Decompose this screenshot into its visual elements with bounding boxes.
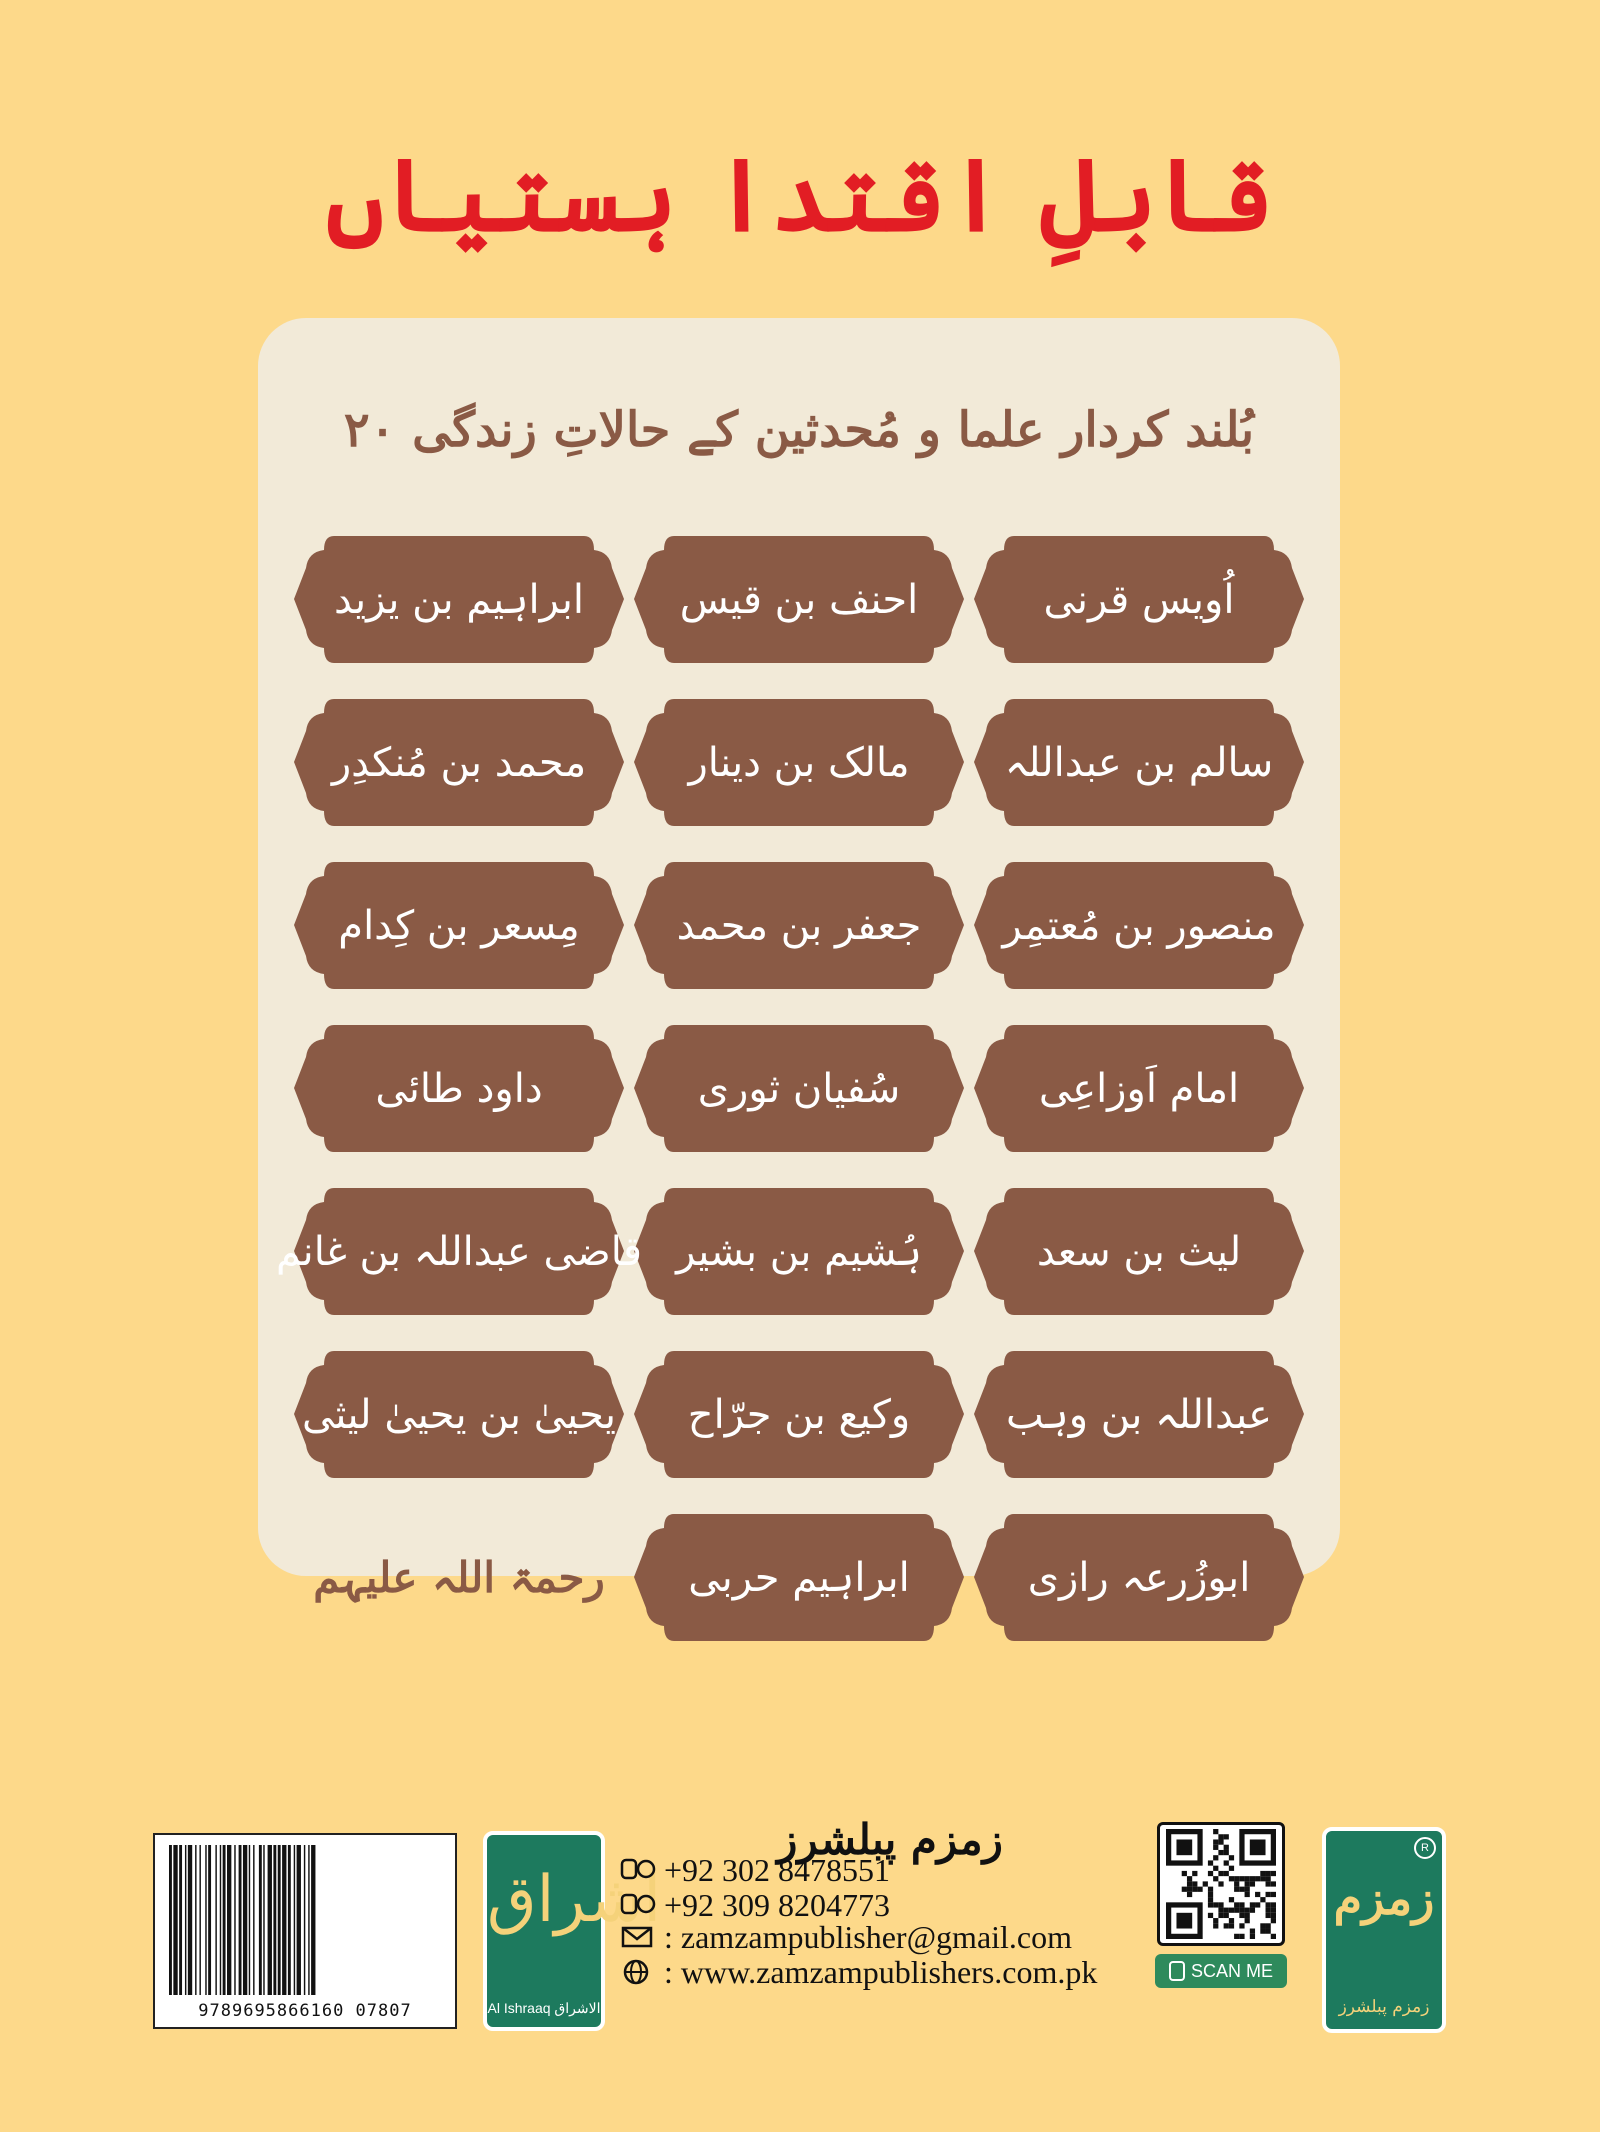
name-plaque: [974, 691, 1304, 834]
name-plaque: [634, 1506, 964, 1649]
name-plaque: [275, 1180, 643, 1323]
name-text: قاضی عبداللہ بن غانم: [275, 1228, 643, 1275]
book-title: قابلِ اقتدا ہستیاں: [325, 136, 1275, 254]
al-ishraaq-logo: [483, 1831, 662, 2031]
phone-number[interactable]: +92 309 8204773: [664, 1886, 891, 1923]
name-plaque: [294, 528, 624, 671]
website-url[interactable]: : www.zamzampublishers.com.pk: [664, 1953, 1098, 1990]
name-text: محمد بن مُنکدِر: [331, 739, 587, 786]
name-text: منصور بن مُعتمِر: [1002, 902, 1276, 949]
registered-mark: R: [1414, 1837, 1436, 1859]
name-plaque: [294, 1017, 624, 1160]
phone-icon: [1169, 1961, 1185, 1981]
name-plaque: [294, 691, 624, 834]
isbn-barcode: [153, 1833, 457, 2029]
name-plaque: [974, 1180, 1304, 1323]
panel-subtitle: ۲۰ بُلند کردار علما و مُحدثین کے حالاتِ زندگی: [343, 402, 1255, 458]
website-line: [620, 1953, 1097, 1991]
zamzam-emblem-icon: زمزم: [1333, 1871, 1435, 1925]
scan-me-button[interactable]: [1155, 1954, 1287, 1988]
name-text: اُویس قرنی: [1043, 576, 1235, 623]
name-text: ابراہیم بن یزید: [334, 576, 584, 623]
name-plaque: [294, 854, 624, 997]
name-plaque: [974, 1017, 1304, 1160]
email-address[interactable]: : zamzampublisher@gmail.com: [664, 1918, 1073, 1955]
whatsapp-phone-icon: [620, 1891, 656, 1919]
name-text: یحییٰ بن یحییٰ لیثی: [301, 1391, 617, 1438]
publisher-name: زمزم پبلشرز: [777, 1815, 1003, 1864]
email-line: [620, 1918, 1072, 1956]
ishraq-label: Al Ishraaq الاشراق: [487, 2000, 601, 2016]
name-plaque: [634, 1343, 964, 1486]
isbn-digits: 9789695866160 07807: [198, 2001, 412, 2021]
name-plaque: [634, 854, 964, 997]
name-plaque: [974, 528, 1304, 671]
name-plaque: [974, 1506, 1304, 1649]
barcode-bars: [165, 1845, 447, 1995]
name-text: ابراہیم حربی: [688, 1554, 910, 1601]
name-text: داود طائی: [375, 1065, 543, 1112]
name-text: امام اَوزاعِی: [1038, 1065, 1240, 1112]
name-text: ابوزُرعہ رازی: [1027, 1554, 1251, 1601]
zamzam-publishers-logo: [1322, 1827, 1446, 2033]
ishraq-emblem-icon: اشراق: [487, 1863, 662, 1937]
name-text: جعفر بن محمد: [676, 902, 922, 949]
name-plaque: [974, 1343, 1304, 1486]
name-plaque: [974, 854, 1304, 997]
phone-number[interactable]: +92 302 8478551: [664, 1851, 891, 1888]
scan-me-label: SCAN ME: [1190, 1960, 1273, 1981]
name-text: احنف بن قیس: [679, 576, 919, 623]
phone-line-1: [620, 1851, 890, 1889]
name-plaque: [634, 1180, 964, 1323]
zamzam-label: زمزم پبلشرز: [1338, 1997, 1430, 2017]
name-text: سُفیان ثوری: [697, 1065, 901, 1112]
contents-panel: [258, 318, 1340, 1602]
qr-code-icon[interactable]: [1157, 1822, 1285, 1946]
name-text: لیث بن سعد: [1036, 1228, 1242, 1275]
name-plaque: [294, 1343, 624, 1486]
name-plaque: [634, 1017, 964, 1160]
name-text: مالک بن دینار: [688, 739, 910, 786]
name-plaque: [634, 691, 964, 834]
name-text: عبداللہ بن وہب: [1006, 1391, 1272, 1438]
name-text: ہُشیم بن بشیر: [676, 1228, 922, 1275]
whatsapp-phone-icon: [620, 1856, 656, 1884]
name-plaque: [634, 528, 964, 671]
email-icon: [620, 1923, 656, 1951]
name-text: سالم بن عبداللہ: [1004, 739, 1274, 786]
blessing-calligraphy: رحمۃ اللہ علیہم: [313, 1553, 605, 1602]
names-grid: [275, 528, 1304, 1649]
globe-icon: [620, 1958, 656, 1986]
name-text: مِسعر بن کِدام: [338, 902, 580, 949]
name-text: وکیع بن جرّاح: [687, 1391, 911, 1438]
